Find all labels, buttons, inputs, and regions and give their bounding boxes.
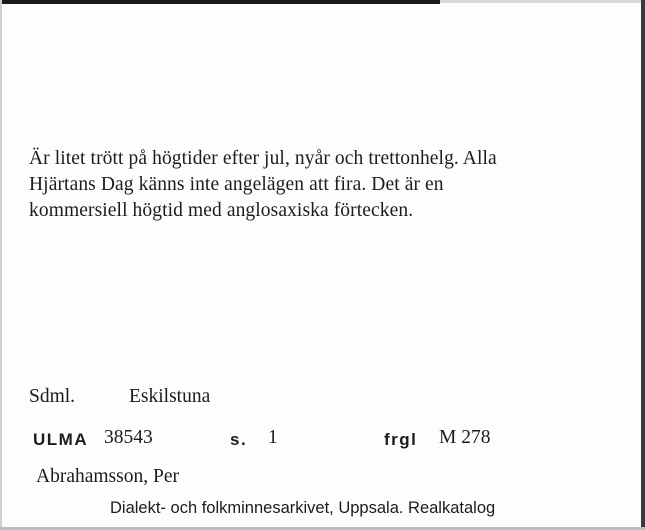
card-body-text	[29, 146, 629, 224]
card-top-edge-light	[440, 0, 645, 3]
page-label: s.	[230, 430, 248, 449]
province-label: Sdml.	[29, 386, 76, 407]
ulma-label: ULMA	[33, 430, 89, 449]
informant-name: Abrahamsson, Per	[36, 466, 179, 487]
archive-footer: Dialekt- och folkminnesarkivet, Uppsala. Realkatalog	[110, 499, 496, 517]
place-label: Eskilstuna	[129, 386, 211, 407]
ulma-number: 38543	[104, 427, 153, 448]
body-line-2: Hjärtans Dag känns inte angelägen att fira. Det är en	[29, 174, 444, 195]
frgl-value: M 278	[439, 427, 491, 448]
page-number: 1	[268, 427, 278, 448]
body-line-3: kommersiell högtid med anglosaxiska förtecken.	[29, 200, 414, 221]
body-line-1: Är litet trött på högtider efter jul, nyår och trettonhelg. Alla	[29, 148, 497, 169]
card-left-edge	[0, 0, 2, 530]
card-right-edge	[641, 0, 645, 530]
card-top-edge	[0, 0, 440, 4]
frgl-label: frgl	[384, 430, 418, 449]
